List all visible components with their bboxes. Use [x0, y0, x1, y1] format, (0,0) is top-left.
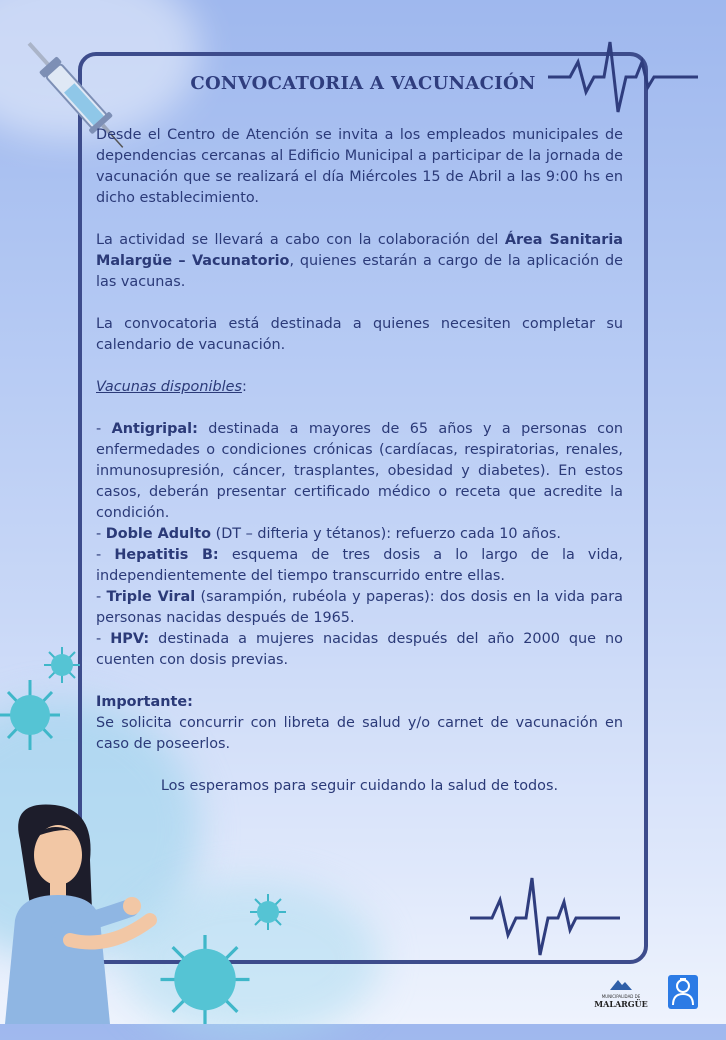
vaccine-name: Doble Adulto: [105, 526, 211, 542]
vaccine-description: destinada a mujeres nacidas después del año 2000 que no cuenten con dosis previas.: [96, 631, 623, 668]
vaccine-item: - Hepatitis B: esquema de tres dosis a lo largo de la vida, independientemente del tiempo transcurrido entre ellas.: [96, 547, 623, 584]
vaccine-item: - Triple Viral (sarampión, rubéola y paperas): dos dosis en la vida para personas nacidas después de 1965.: [96, 589, 623, 626]
vaccine-item: - Doble Adulto (DT – difteria y tétanos): refuerzo cada 10 años.: [96, 526, 561, 542]
vaccine-name: Hepatitis B:: [114, 547, 219, 563]
important-text: Se solicita concurrir con libreta de salud y/o carnet de vacunación en caso de poseerlos.: [96, 715, 623, 752]
virus-icon: [248, 892, 288, 932]
vaccine-item: - Antigripal: destinada a mayores de 65 años y a personas con enfermedades o condiciones crónicas (cardíacas, respiratorias, renales, inmunosupresión, cáncer, trasplantes, obesidad y diabetes). En estos casos, deberán presentar certificado médico o receta que acredite la condición.: [96, 421, 623, 521]
virus-icon: [42, 645, 82, 685]
important-heading: Importante:: [96, 694, 193, 710]
vaccines-heading-text: Vacunas disponibles: [96, 379, 242, 395]
announcement-body: [96, 125, 623, 797]
vaccine-description: esquema de tres dosis a lo largo de la vida, independientemente del tiempo transcurrido entre ellas.: [96, 547, 623, 584]
intro-paragraph: Desde el Centro de Atención se invita a los empleados municipales de dependencias cercanas al Edificio Municipal a participar de la jornada de vacunación que se realizará el día Miércoles 15 de Abril a las 9:00 hs en dicho establecimiento.: [96, 127, 623, 206]
nurse-illustration: [0, 800, 170, 1024]
virus-icon: [0, 680, 60, 750]
collab-text: , quienes estarán a cargo de la aplicación de las vacunas.: [96, 253, 623, 290]
collaboration-paragraph: [96, 230, 623, 293]
vaccine-name: Triple Viral: [106, 589, 196, 605]
target-paragraph: La convocatoria está destinada a quienes necesiten completar su calendario de vacunación.: [96, 316, 623, 353]
vaccine-description: (DT – difteria y tétanos): refuerzo cada 10 años.: [211, 526, 561, 542]
vaccines-heading: [96, 377, 623, 398]
municipality-logo: [590, 975, 652, 1009]
vaccine-name: Antigripal:: [111, 421, 198, 437]
mountain-icon: [610, 978, 632, 990]
vaccine-name: HPV:: [110, 631, 150, 647]
vaccine-description: destinada a mayores de 65 años y a personas con enfermedades o condiciones crónicas (cardíacas, respiratorias, renales, inmunosupresión, cáncer, trasplantes, obesidad y diabetes). En estos casos, deberán presentar certificado médico o receta que acredite la condición.: [96, 421, 623, 521]
vaccine-description: (sarampión, rubéola y paperas): dos dosis en la vida para personas nacidas después de 1965.: [96, 589, 623, 626]
vaccines-heading-colon: :: [241, 379, 247, 395]
closing-message: Los esperamos para seguir cuidando la salud de todos.: [160, 778, 559, 794]
page-title: CONVOCATORIA A VACUNACIÓN: [190, 73, 536, 94]
logo-subtitle: MUNICIPALIDAD DE: [601, 994, 641, 999]
logo-name: MALARGÜE: [594, 999, 648, 1009]
vaccine-item: - HPV: destinada a mujeres nacidas después del año 2000 que no cuenten con dosis previas.: [96, 631, 623, 668]
collab-organization: Área Sanitaria Malargüe – Vacunatorio: [96, 232, 623, 269]
ecg-line-icon: [470, 870, 620, 960]
doctor-icon: [668, 975, 698, 1009]
collab-text: La actividad se llevará a cabo con la colaboración del: [96, 232, 505, 248]
health-logo: [668, 975, 698, 1009]
